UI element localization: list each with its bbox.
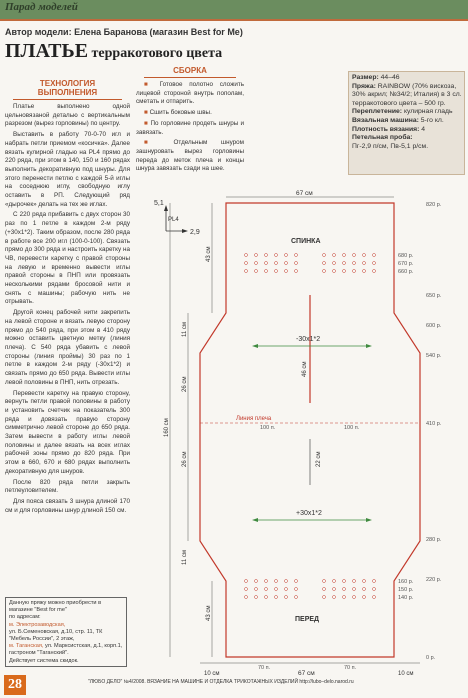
- svg-text:600 р.: 600 р.: [426, 323, 442, 329]
- front-slit-length: 22 см: [316, 451, 322, 467]
- shop-line-2: по адресам:: [9, 614, 41, 621]
- svg-text:660 р.: 660 р.: [398, 269, 414, 275]
- svg-text:150 р.: 150 р.: [398, 587, 414, 593]
- metro-2: м. Таганская,: [9, 643, 44, 650]
- shop-info-box: [5, 597, 127, 667]
- technology-column: [5, 79, 130, 517]
- weave-label: Переплетение:: [352, 108, 403, 116]
- yarn-label: Пряжа:: [352, 82, 376, 90]
- paragraph: Другой конец рабочей нити закрепить на левой стороне и вязать левую сторону прямо до 540 ряда, при этом в 410 ряду можно оставить цветную метку (линия плеча). С 540 ряда убавить с левой стороны (линия проймы) 30 раз по 1 петле в каждом 2-м ряду (-30х1*2) и связать прямо до 650 ряда. Вывести иглы левой половины в ПНП, нить отрезать.: [5, 309, 130, 386]
- header-rule: [0, 19, 468, 21]
- paragraph: ■ Сшить боковые швы.: [144, 109, 212, 117]
- sample-value: Пг-2,9 п/см, Пв-5,1 р/см.: [352, 142, 429, 150]
- needles-left-bottom: 70 п.: [258, 665, 271, 671]
- discount-line: Действует система скидок.: [9, 657, 79, 664]
- front-label: ПЕРЕД: [295, 616, 320, 623]
- height-label: 26 см: [182, 376, 188, 392]
- density-top-label: 5,1: [154, 200, 164, 207]
- height-label: 26 см: [182, 451, 188, 467]
- pl-label: PL4: [168, 217, 179, 223]
- address-2: ул. Марксистская, д.1, корп.1, гастроном "Таганский".: [9, 643, 123, 657]
- paragraph: Перевести каретку на правую сторону, вернуть петли правой половины в работу и установить счетчик на показатель 300 ряда и довязать правую сторону симметрично левой стороне до 650 ряда. Затем вывести в работу иглы левой половины и далее вязать на всех иглах рабочей зоны прямо до 820 ряда. При этом в 660, 670 и 680 рядах выполнить декоративную для шнуров.: [5, 389, 130, 475]
- title-sub: терракотового цвета: [88, 46, 223, 61]
- lacing-holes-top: [245, 254, 376, 273]
- weave-value: кулирная гладь: [403, 108, 453, 116]
- bottom-margin-right: 10 см: [398, 671, 414, 677]
- paragraph: С 220 ряда прибавить с двух сторон 30 раз по 1 петле в каждом 2-м ряду (+30х1*2). Таким образом, после 280 ряда в работе все 200 игл (100-0-100). Связать прямо до 300 ряда и настроить каретку на ЧВ, перевести каретку с правой стороны на левую и временно вывести иглы правой стороны в ПНП или провязать несколькими рядами бросовой нити и снять с машины; рабочую нить не отрывать.: [5, 211, 130, 306]
- rubric-title: Парад моделей: [5, 1, 78, 13]
- height-label: 11 см: [182, 321, 188, 337]
- paragraph: Выставить в работу 70-0-70 игл и набрать петли приемом «косичка». Далее вязать кулирной гладью на PL4 прямо до 220 ряда, при этом в 140, 150 и 160 рядах выполнить декоративную под шнуры. Для этого перенести петлю с каждой 5-й иглы на соседнюю иглу, свободную иглу оставить в РП. Следующий ряд «дырочек» делать на тех же иглах.: [5, 131, 130, 208]
- bottom-margin-left: 10 см: [204, 671, 220, 677]
- yarn-value: RAINBOW (70% вискоза, 30% акрил; №34/2; Италия) в 3 сл. терракотового цвета – 500 гр.: [352, 82, 462, 107]
- shop-line-1: Данную пряжу можно приобрести в магазине "Best for me": [9, 600, 102, 614]
- density-indicator: [154, 200, 200, 236]
- svg-text:220 р.: 220 р.: [426, 577, 442, 583]
- sample-label: Петельная проба:: [352, 134, 413, 142]
- footer-text: "ЛЮБО ДЕЛО" №4/2008. ВЯЗАНИЕ НА МАШИНЕ И ОТДЕЛКА ТРИКОТАЖНЫХ ИЗДЕЛИЙ http://lubo–delo.narod.ru: [88, 679, 354, 685]
- top-width-label: 67 см: [296, 190, 313, 197]
- height-label: 43 см: [206, 246, 212, 262]
- svg-text:140 р.: 140 р.: [398, 595, 414, 601]
- increase-label: +30х1*2: [296, 510, 322, 517]
- svg-text:410 р.: 410 р.: [426, 421, 442, 427]
- technology-heading-2: ВЫПОЛНЕНИЯ: [37, 88, 98, 97]
- paragraph: ■ По горловине продеть шнуры и завязать.: [136, 119, 244, 136]
- density-label: Плотность вязания:: [352, 125, 420, 133]
- assembly-heading: СБОРКА: [173, 66, 207, 75]
- technology-heading-1: ТЕХНОЛОГИЯ: [39, 79, 96, 88]
- metro-1: м. Электрозаводская,: [9, 621, 66, 628]
- lacing-holes-bottom: [245, 580, 376, 599]
- heading-rule: [13, 99, 122, 100]
- machine-label: Вязальная машина:: [352, 116, 419, 124]
- page-number: 28: [4, 675, 26, 695]
- header-band: [0, 0, 468, 19]
- svg-text:540 р.: 540 р.: [426, 353, 442, 359]
- size-label: Размер:: [352, 74, 379, 81]
- back-label: СПИНКА: [291, 238, 321, 245]
- specs-box: [348, 71, 465, 175]
- decrease-label: -30х1*2: [296, 336, 321, 343]
- height-label: 43 см: [206, 605, 212, 621]
- svg-text:670 р.: 670 р.: [398, 261, 414, 267]
- author-line: Автор модели: Елена Баранова (магазин Best for Me): [5, 27, 243, 37]
- needles-right-mid: 100 п.: [344, 425, 360, 431]
- back-slit-length: 46 см: [302, 361, 308, 377]
- density-value: 4: [421, 125, 426, 133]
- density-right-label: 2,9: [190, 229, 200, 236]
- svg-text:0 р.: 0 р.: [426, 655, 436, 661]
- needles-right-bottom: 70 п.: [344, 665, 357, 671]
- svg-text:680 р.: 680 р.: [398, 253, 414, 259]
- heading-rule: [144, 77, 236, 78]
- decrease-arrow: [252, 336, 372, 348]
- title-main: ПЛАТЬЕ: [5, 40, 89, 62]
- bottom-width-label: 67 см: [298, 670, 315, 677]
- svg-text:820 р.: 820 р.: [426, 202, 442, 208]
- page-title: [5, 40, 222, 63]
- knitting-pattern-diagram: [148, 185, 468, 680]
- increase-arrow: [252, 510, 372, 522]
- address-1: ул. Б.Семеновская, д.10, стр. 11, ТК "Мебель России", 2 этаж,: [9, 628, 103, 643]
- total-height-label: 160 см: [164, 418, 170, 437]
- svg-text:650 р.: 650 р.: [426, 293, 442, 299]
- paragraph: ■ Готовое полотно сложить лицевой стороной внутрь пополам, сметать и отпарить.: [136, 81, 244, 106]
- size-value: 44–46: [380, 74, 400, 81]
- svg-text:160 р.: 160 р.: [398, 579, 414, 585]
- paragraph: Платье выполнено одной цельновязаной деталью с вертикальным разрезом (вырез горловины) по центру.: [5, 103, 130, 128]
- paragraph: После 820 ряда петли закрыть петлеуловителем.: [5, 478, 130, 495]
- paragraph: Для пояса связать 3 шнура длиной 170 см и для горловины шнур длиной 150 см.: [5, 497, 130, 514]
- assembly-column: [136, 66, 244, 176]
- needles-left-mid: 100 п.: [260, 425, 276, 431]
- left-dimensions: [164, 203, 212, 657]
- shoulder-line-label: Линия плеча: [236, 416, 272, 422]
- svg-text:280 р.: 280 р.: [426, 537, 442, 543]
- machine-value: 5-го кл.: [420, 116, 444, 124]
- top-width-dimension: [226, 190, 394, 197]
- height-label: 11 см: [182, 549, 188, 565]
- paragraph: ■ Отдельным шнуром зашнуровать вырез горловины переда до меток плеча и концы шнура завязать сзади на шее.: [136, 139, 244, 173]
- garment-outline: [200, 203, 420, 657]
